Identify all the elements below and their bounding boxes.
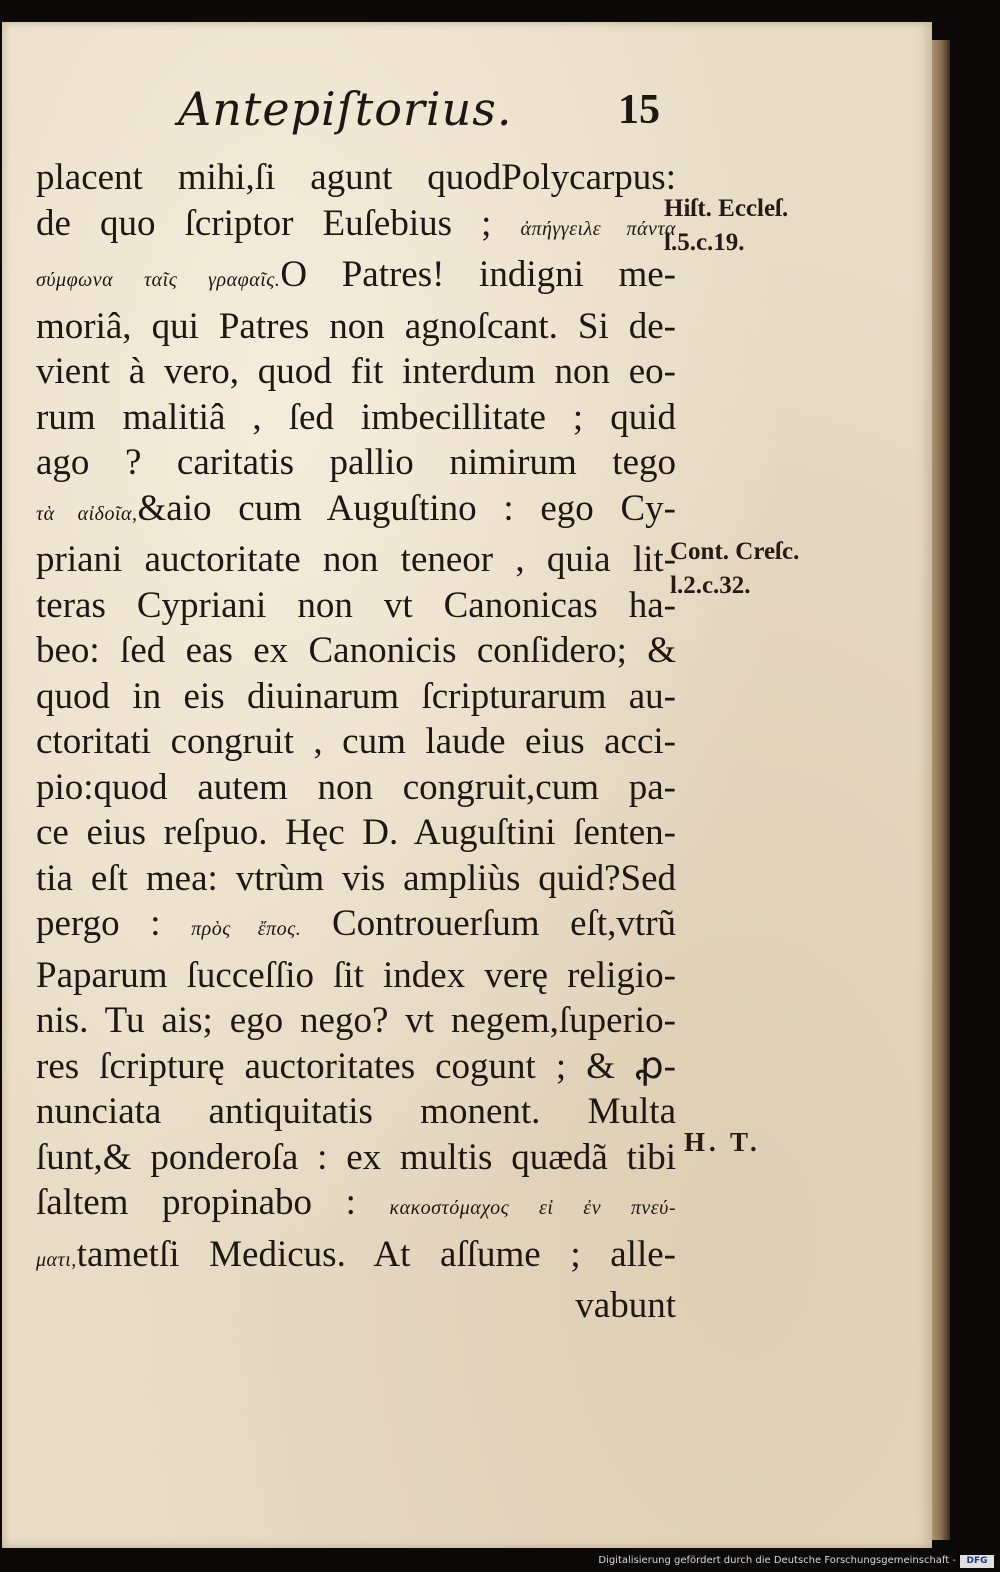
catchword: vabunt [575,1285,676,1326]
text-line: τὰ αἰδοῖα,&aio cum Auguſtino : ego Cy- [36,487,677,529]
text-line: rum malitiâ , ſed imbecillitate ; quid [36,396,676,438]
text-line: ctoritati congruit , cum laude eius acci- [36,721,676,762]
body-text [36,155,676,1329]
text-line: moriâ, qui Patres non agnoſcant. Si de- [36,305,676,347]
greek-phrase: ματι, [36,1248,77,1271]
text-line: ſunt,& ponderoſa : ex multis quædã tibi [36,1136,676,1178]
text-line: Paparum ſucceſſio ſit index verę religio- [36,954,676,996]
text-line: σύμφωνα ταῖς γραφαῖς.O Patres! indigni me- [36,254,677,295]
greek-phrase: πρὸς ἔπος. [191,918,302,940]
margin-note-hist-eccles: Hiſt. Eccleſ. l.5.c.19. [664,195,789,256]
dfg-logo: DFG [960,1555,994,1568]
text-line: nis. Tu ais; ego nego? vt negem,ſuperio- [36,1000,676,1041]
text-line: vient à vero, quod fit interdum non eo- [36,351,676,392]
text-line: ματι,tametſi Medicus. At aſſume ; alle- [36,1233,676,1275]
greek-phrase: σύμφωνα ταῖς γραφαῖς. [36,269,281,291]
text-line: res ſcripturę auctoritates cogunt ; & ꝓ- [36,1045,676,1087]
margin-note-cont-cresc: Cont. Creſc. l.2.c.32. [670,538,800,599]
greek-phrase: ἀπήγγειλε πάντα [520,217,677,240]
text-line: priani auctoritate non teneor , quia lit- [36,539,676,580]
text-line: pio:quod autem non congruit,cum pa- [36,766,676,808]
text-line: quod in eis diuinarum ſcripturarum au- [36,675,676,717]
text-line: pergo : πρὸς ἔπος. Controuerſum eſt,vtrũ [36,903,677,944]
text-line: ce eius reſpuo. Hęc D. Auguſtini ſenten- [36,812,676,853]
text-line: teras Cypriani non vt Canonicas ha- [36,584,676,626]
running-title: Antepiſtorius. [178,82,513,136]
page-number: 15 [618,87,660,133]
text-line: ſaltem propinabo : κακοστόμαχος εἰ ἐν πνεύ- [36,1182,676,1223]
text-line: beo: ſed eas ex Canonicis conſidero; & [36,630,676,671]
digitization-credit: Digitalisierung gefördert durch die Deutsche Forschungsgemeinschaft - [598,1555,956,1566]
text-line: placent mihi,ſi agunt quodPolycarpus: [36,157,676,198]
text-line: de quo ſcriptor Euſebius ; ἀπήγγειλε πάντα [36,202,677,244]
text-line: tia eſt mea: vtrùm vis ampliùs quid?Sed [36,857,676,899]
greek-phrase: κακοστόμαχος εἰ ἐν πνεύ- [389,1197,676,1219]
text-line: nunciata antiquitatis monent. Multa [36,1091,676,1132]
text-line: ago ? caritatis pallio nimirum tego [36,442,676,483]
margin-note-ht: H. T. [684,1127,761,1157]
greek-phrase: τὰ αἰδοῖα, [36,502,138,525]
